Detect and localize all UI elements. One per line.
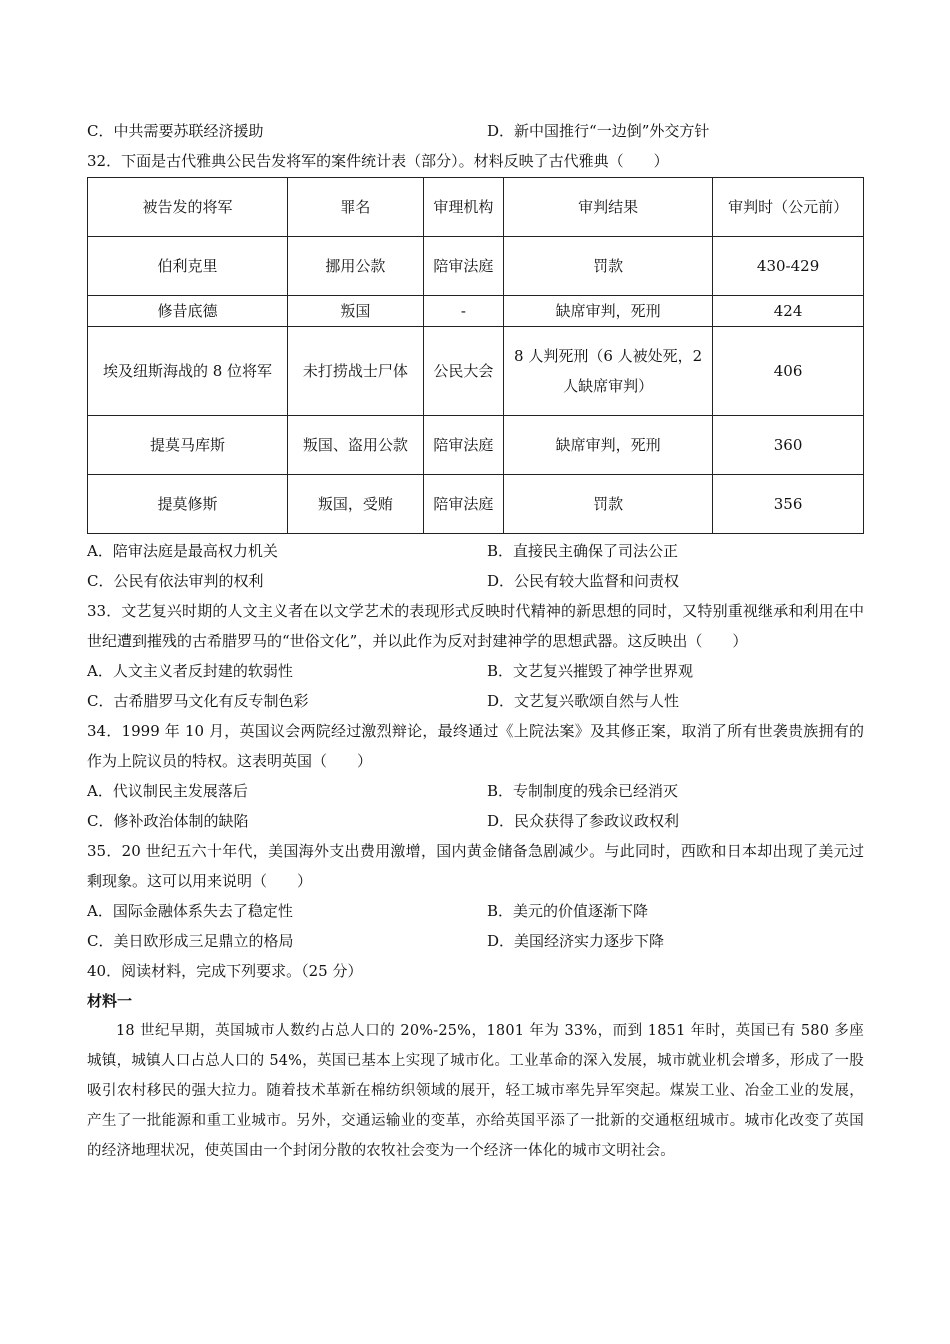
- cell-verdict: 缺席审判，死刑: [504, 296, 713, 327]
- q40-stem: 40．阅读材料，完成下列要求。（25 分）: [87, 962, 363, 980]
- cell-general: 埃及纽斯海战的 8 位将军: [88, 327, 288, 416]
- cell-year: 406: [713, 327, 864, 416]
- cell-verdict: 罚款: [504, 475, 713, 534]
- cell-court: 陪审法庭: [423, 237, 503, 296]
- cell-verdict: 罚款: [504, 237, 713, 296]
- q34-option-d: D．民众获得了参政议政权利: [487, 812, 680, 830]
- table-row: [88, 296, 864, 327]
- table-row: [88, 237, 864, 296]
- header-court: 审理机构: [423, 178, 503, 237]
- table-header-row: [88, 178, 864, 237]
- option-d: D．新中国推行“一边倒”外交方针: [487, 122, 710, 140]
- q33-option-c: C．古希腊罗马文化有反专制色彩: [87, 692, 309, 710]
- q34-stem: 34．1999 年 10 月，英国议会两院经过激烈辩论，最终通过《上院法案》及其修正案，取消了所有世袭贵族拥有的作为上院议员的特权。这表明英国（ ）: [87, 722, 864, 770]
- q33-stem: 33．文艺复兴时期的人文主义者在以文学艺术的表现形式反映时代精神的新思想的同时，又特别重视继承和利用在中世纪遭到摧残的古希腊罗马的“世俗文化”，并以此作为反对封建神学的思想武器。这反映出（ ）: [87, 602, 864, 650]
- cell-court: 公民大会: [423, 327, 503, 416]
- cell-court: 陪审法庭: [423, 475, 503, 534]
- prev-question-options: [87, 116, 864, 146]
- cell-charge: 挪用公款: [288, 237, 424, 296]
- q35-option-c: C．美日欧形成三足鼎立的格局: [87, 932, 294, 950]
- header-year: 审判时（公元前）: [713, 178, 864, 237]
- q34-options-row1: [87, 776, 864, 806]
- table-row: [88, 416, 864, 475]
- q32-option-b: B．直接民主确保了司法公正: [487, 542, 679, 560]
- q33-options-row1: [87, 656, 864, 686]
- q35-option-d: D．美国经济实力逐步下降: [487, 932, 665, 950]
- cell-court: 陪审法庭: [423, 416, 503, 475]
- cell-year: 356: [713, 475, 864, 534]
- q33-option-d: D．文艺复兴歌颂自然与人性: [487, 692, 680, 710]
- cell-year: 360: [713, 416, 864, 475]
- q33-option-a: A．人文主义者反封建的软弱性: [87, 662, 293, 680]
- exam-page: [87, 116, 864, 1166]
- material-title: 材料一: [87, 992, 133, 1010]
- q32-options-row1: [87, 536, 864, 566]
- cell-verdict: 缺席审判，死刑: [504, 416, 713, 475]
- q33-option-b: B．文艺复兴摧毁了神学世界观: [487, 662, 694, 680]
- cell-verdict: 8 人判死刑（6 人被处死，2 人缺席审判）: [504, 327, 713, 416]
- cell-general: 提莫修斯: [88, 475, 288, 534]
- table-row: [88, 475, 864, 534]
- cell-year: 424: [713, 296, 864, 327]
- q35-options-row2: [87, 926, 864, 956]
- q32-option-a: A．陪审法庭是最高权力机关: [87, 542, 278, 560]
- cell-year: 430-429: [713, 237, 864, 296]
- header-verdict: 审判结果: [504, 178, 713, 237]
- q34-option-c: C．修补政治体制的缺陷: [87, 812, 249, 830]
- cell-general: 伯利克里: [88, 237, 288, 296]
- header-general: 被告发的将军: [88, 178, 288, 237]
- header-charge: 罪名: [288, 178, 424, 237]
- q32-options-row2: [87, 566, 864, 596]
- table-row: [88, 327, 864, 416]
- q34-option-a: A．代议制民主发展落后: [87, 782, 248, 800]
- q35-options-row1: [87, 896, 864, 926]
- cell-charge: 叛国、盗用公款: [288, 416, 424, 475]
- q33-options-row2: [87, 686, 864, 716]
- q32-case-table: [87, 177, 864, 534]
- option-c: C．中共需要苏联经济援助: [87, 122, 264, 140]
- q35-option-a: A．国际金融体系失去了稳定性: [87, 902, 293, 920]
- q32-stem: 32．下面是古代雅典公民告发将军的案件统计表（部分）。材料反映了古代雅典（ ）: [87, 152, 669, 170]
- q34-options-row2: [87, 806, 864, 836]
- cell-charge: 叛国，受贿: [288, 475, 424, 534]
- q32-option-d: D．公民有较大监督和问责权: [487, 572, 680, 590]
- cell-charge: 未打捞战士尸体: [288, 327, 424, 416]
- q32-option-c: C．公民有依法审判的权利: [87, 572, 264, 590]
- cell-general: 提莫马库斯: [88, 416, 288, 475]
- q35-stem: 35．20 世纪五六十年代，美国海外支出费用激增，国内黄金储备急剧减少。与此同时，西欧和日本却出现了美元过剩现象。这可以用来说明（ ）: [87, 842, 864, 890]
- q34-option-b: B．专制制度的残余已经消灭: [487, 782, 679, 800]
- cell-court: -: [423, 296, 503, 327]
- cell-general: 修昔底德: [88, 296, 288, 327]
- material-text: 18 世纪早期，英国城市人数约占总人口的 20%-25%，1801 年为 33%，而到 1851 年时，英国已有 580 多座城镇，城镇人口占总人口的 54%，英国已基本上实现了城市化。工业革命的深入发展，城市就业机会增多，形成了一股吸引农村移民的强大拉力。随着技术革新在棉纺织领域的展开，轻工城市率先异军突起。煤炭工业、冶金工业的发展，产生了一批能源和重工业城市。另外，交通运输业的变革，亦给英国平添了一批新的交通枢纽城市。城市化改变了英国的经济地理状况，使英国由一个封闭分散的农牧社会变为一个经济一体化的城市文明社会。: [87, 1023, 864, 1159]
- q35-option-b: B．美元的价值逐渐下降: [487, 902, 649, 920]
- cell-charge: 叛国: [288, 296, 424, 327]
